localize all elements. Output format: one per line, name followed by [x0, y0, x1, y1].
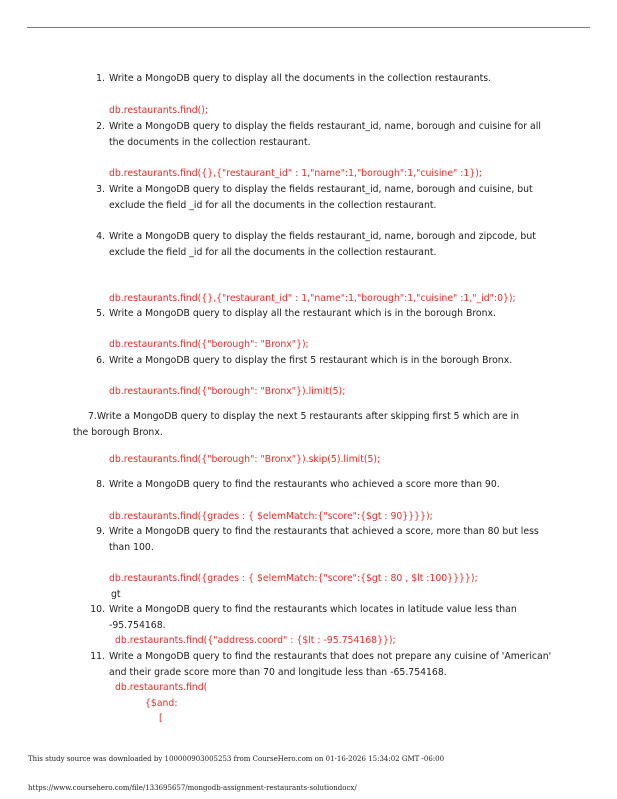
question-text: Write a MongoDB query to display the fields restaurant_id, name, borough and cuisine for all the documents in the collection restaurant. [109, 121, 541, 148]
footer-download-notice: This study source was downloaded by 100000903005253 from CourseHero.com on 01-16-2026 15:34:02 GMT -06:00 [28, 755, 445, 763]
answer-code-11-line-3: [ [159, 713, 163, 724]
answer-code-6: db.restaurants.find({"borough": "Bronx"}).limit(5); [109, 386, 346, 397]
question-text: Write a MongoDB query to display the next 5 restaurants after skipping first 5 which are in the borough Bronx. [73, 411, 520, 438]
question-3 [96, 182, 554, 213]
answer-code-11-line-2: {$and: [145, 698, 178, 709]
question-number: 9. [96, 526, 105, 537]
answer-code-11-line-1: db.restaurants.find( [115, 682, 208, 693]
question-text: Write a MongoDB query to find the restaurants who achieved a score more than 90. [109, 479, 500, 490]
answer-code-4: db.restaurants.find({},{"restaurant_id" : 1,"name":1,"borough":1,"cuisine" :1,"_id":0}); [109, 293, 516, 304]
question-5 [96, 306, 554, 322]
question-9 [96, 524, 554, 555]
question-text: Write a MongoDB query to display the first 5 restaurant which is in the borough Bronx. [109, 355, 513, 366]
question-text: Write a MongoDB query to find the restaurants that achieved a score, more than 80 but less than 100. [109, 526, 539, 553]
question-4 [96, 229, 554, 260]
question-number: 5. [96, 308, 105, 319]
question-7 [73, 409, 533, 440]
footer-source-url[interactable]: https://www.coursehero.com/file/133695657/mongodb-assignment-restaurants-solutiondocx/ [28, 784, 357, 792]
answer-code-5: db.restaurants.find({"borough": "Bronx"}); [109, 339, 309, 350]
question-6 [96, 353, 554, 369]
question-text: Write a MongoDB query to find the restaurants that does not prepare any cuisine of 'American' and their grade score more than 70 and longitude less than -65.754168. [109, 651, 552, 678]
answer-code-9: db.restaurants.find({grades : { $elemMatch:{"score":{$gt : 80 , $lt :100}}}}); [109, 573, 478, 584]
question-1 [96, 71, 554, 87]
answer-code-1: db.restaurants.find(); [109, 105, 209, 116]
question-number: 8. [96, 479, 105, 490]
question-text: Write a MongoDB query to display the fields restaurant_id, name, borough and cuisine, but exclude the field _id for all the documents in the collection restaurant. [109, 184, 533, 211]
question-8 [96, 477, 554, 493]
question-11 [90, 649, 554, 680]
question-text: Write a MongoDB query to find the restaurants which locates in latitude value less than -95.754168. [109, 604, 517, 631]
question-text: Write a MongoDB query to display all the restaurant which is in the borough Bronx. [109, 308, 496, 319]
question-number: 1. [96, 73, 105, 84]
question-number: 4. [96, 231, 105, 242]
question-2 [96, 119, 554, 150]
gt-note: gt [111, 589, 121, 600]
question-number: 3. [96, 184, 105, 195]
question-text: Write a MongoDB query to display the fields restaurant_id, name, borough and zipcode, but exclude the field _id for all the documents in the collection restaurant. [109, 231, 536, 258]
question-number: 6. [96, 355, 105, 366]
question-number: 10. [90, 604, 105, 615]
question-number: 2. [96, 121, 105, 132]
question-10 [90, 602, 554, 633]
question-number: 11. [90, 651, 105, 662]
answer-code-7: db.restaurants.find({"borough": "Bronx"}).skip(5).limit(5); [109, 454, 381, 465]
question-text: Write a MongoDB query to display all the documents in the collection restaurants. [109, 73, 492, 84]
answer-code-8: db.restaurants.find({grades : { $elemMatch:{"score":{$gt : 90}}}}); [109, 511, 433, 522]
question-number: 7. [88, 411, 97, 422]
answer-code-10: db.restaurants.find({"address.coord" : {$lt : -95.754168}}); [115, 635, 396, 646]
answer-code-2: db.restaurants.find({},{"restaurant_id" : 1,"name":1,"borough":1,"cuisine" :1}); [109, 168, 482, 179]
